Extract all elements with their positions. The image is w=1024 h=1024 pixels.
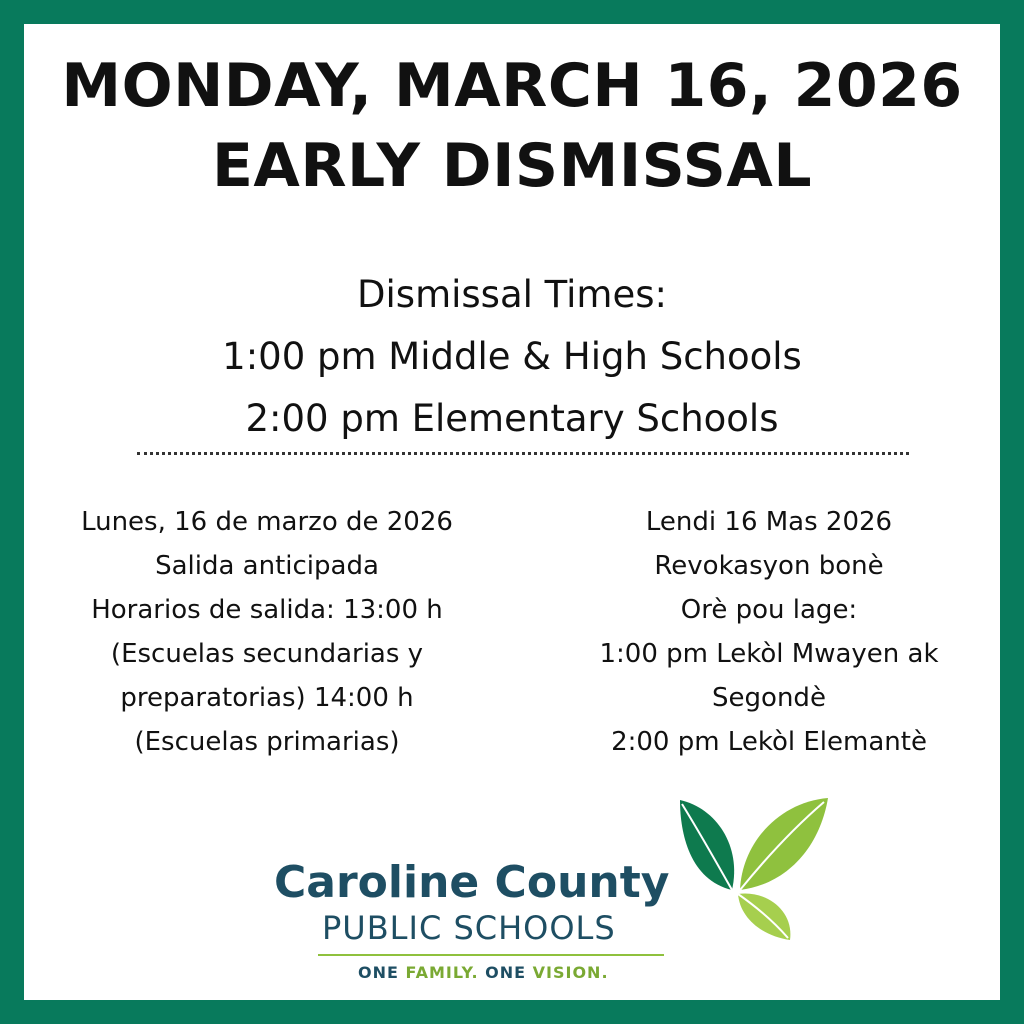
logo-underline — [318, 954, 664, 956]
tagline-one: ONE — [358, 963, 406, 982]
creole-line: Segondè — [712, 683, 826, 713]
haitian-creole-notice — [539, 500, 999, 764]
creole-line: 2:00 pm Lekòl Elemantè — [611, 727, 927, 757]
dismissal-time-middle-high: 1:00 pm Middle & High Schools — [222, 335, 802, 378]
flyer-card — [24, 24, 1000, 1000]
headline-date: MONDAY, MARCH 16, 2026 — [61, 51, 963, 121]
spanish-notice — [32, 500, 502, 764]
dismissal-time-elementary: 2:00 pm Elementary Schools — [245, 397, 779, 440]
logo-subtitle: PUBLIC SCHOOLS — [322, 909, 616, 947]
creole-line: Lendi 16 Mas 2026 — [645, 507, 893, 537]
spanish-line: Lunes, 16 de marzo de 2026 — [81, 507, 453, 537]
leaves-icon — [670, 794, 830, 944]
tagline-vision: VISION. — [532, 963, 609, 982]
creole-line: Revokasyon bonè — [654, 551, 884, 581]
creole-line: 1:00 pm Lekòl Mwayen ak — [599, 639, 939, 669]
spanish-line: (Escuelas primarias) — [134, 727, 400, 757]
spanish-line: Salida anticipada — [155, 551, 379, 581]
logo-name: Caroline County — [274, 857, 670, 908]
logo-tagline — [358, 962, 609, 984]
headline-title: EARLY DISMISSAL — [211, 131, 813, 201]
tagline-one-second: ONE — [478, 963, 533, 982]
school-logo — [274, 794, 834, 994]
dismissal-times-heading: Dismissal Times: — [357, 273, 667, 316]
spanish-line: (Escuelas secundarias y — [110, 639, 424, 669]
creole-line: Orè pou lage: — [680, 595, 858, 625]
spanish-line: Horarios de salida: 13:00 h — [91, 595, 443, 625]
spanish-line: preparatorias) 14:00 h — [120, 683, 414, 713]
dotted-divider — [137, 452, 909, 455]
tagline-family: FAMILY. — [405, 963, 479, 982]
